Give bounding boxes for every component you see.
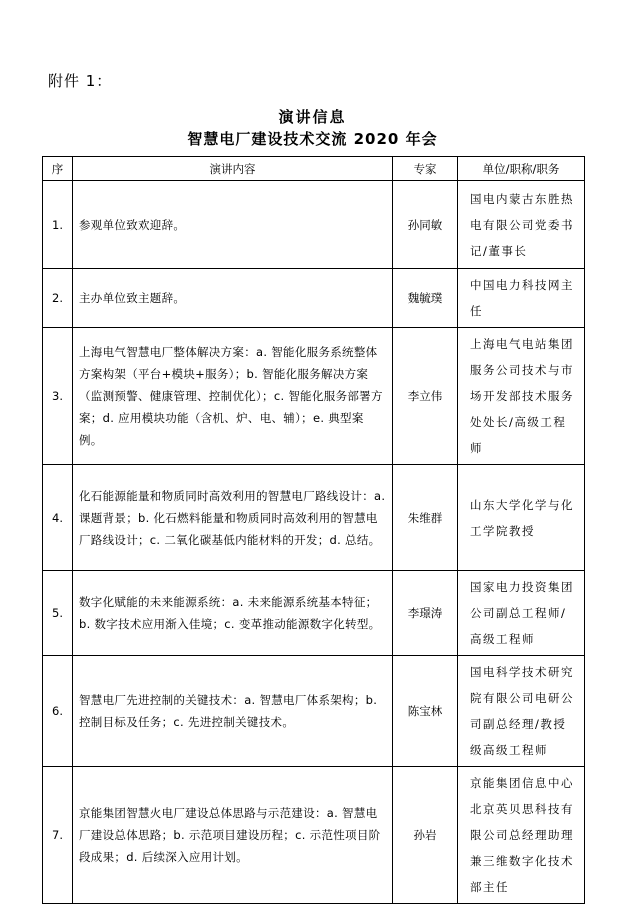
- row-content: 主办单位致主题辞。: [73, 269, 393, 328]
- row-content: 上海电气智慧电厂整体解决方案：a. 智能化服务系统整体方案构架（平台+模块+服务）；b. 智能化服务解决方案（监测预警、健康管理、控制优化）；c. 智能化服务部署方案；d. 应用模块功能（含机、炉、电、辅）；e. 典型案例。: [73, 328, 393, 465]
- header-unit: 单位/职称/职务: [458, 157, 585, 181]
- row-index: 3.: [43, 328, 73, 465]
- table-header-row: [43, 157, 585, 181]
- header-index: 序: [43, 157, 73, 181]
- row-index: 6.: [43, 656, 73, 767]
- row-unit: 国家电力投资集团公司副总工程师/高级工程师: [458, 571, 585, 656]
- row-speaker: 孙岩: [393, 767, 458, 904]
- row-index: 5.: [43, 571, 73, 656]
- row-content: 智慧电厂先进控制的关键技术：a. 智慧电厂体系架构；b. 控制目标及任务；c. 先进控制关键技术。: [73, 656, 393, 767]
- row-content: 化石能源能量和物质同时高效利用的智慧电厂路线设计：a. 课题背景；b. 化石燃料能量和物质同时高效利用的智慧电厂路线设计；c. 二氧化碳基低内能材料的开发；d. 总结。: [73, 465, 393, 571]
- row-index: 4.: [43, 465, 73, 571]
- row-speaker: 魏毓璞: [393, 269, 458, 328]
- table-row: [43, 465, 585, 571]
- row-speaker: 李立伟: [393, 328, 458, 465]
- row-content: 数字化赋能的未来能源系统：a. 未来能源系统基本特征；b. 数字技术应用渐入佳境；c. 变革推动能源数字化转型。: [73, 571, 393, 656]
- table-row: [43, 328, 585, 465]
- header-content: 演讲内容: [73, 157, 393, 181]
- row-unit: 中国电力科技网主任: [458, 269, 585, 328]
- row-unit: 国电内蒙古东胜热电有限公司党委书记/董事长: [458, 181, 585, 269]
- row-index: 7.: [43, 767, 73, 904]
- table-row: [43, 656, 585, 767]
- row-speaker: 陈宝林: [393, 656, 458, 767]
- row-content: 参观单位致欢迎辞。: [73, 181, 393, 269]
- speech-table: [42, 156, 585, 904]
- table-row: [43, 571, 585, 656]
- row-speaker: 朱维群: [393, 465, 458, 571]
- row-unit: 国电科学技术研究院有限公司电研公司副总经理/教授级高级工程师: [458, 656, 585, 767]
- row-unit: 上海电气电站集团服务公司技术与市场开发部技术服务处处长/高级工程师: [458, 328, 585, 465]
- document-subtitle: 智慧电厂建设技术交流 2020 年会: [187, 130, 438, 148]
- row-unit: 山东大学化学与化工学院教授: [458, 465, 585, 571]
- table-row: [43, 181, 585, 269]
- row-index: 1.: [43, 181, 73, 269]
- row-speaker: 孙同敏: [393, 181, 458, 269]
- attachment-label: 附件 1：: [48, 72, 113, 90]
- document-title: 演讲信息: [278, 108, 347, 126]
- header-speaker: 专家: [393, 157, 458, 181]
- row-speaker: 李璟涛: [393, 571, 458, 656]
- row-index: 2.: [43, 269, 73, 328]
- table-row: [43, 269, 585, 328]
- row-unit: 京能集团信息中心北京英贝思科技有限公司总经理助理兼三维数字化技术部主任: [458, 767, 585, 904]
- row-content: 京能集团智慧火电厂建设总体思路与示范建设：a. 智慧电厂建设总体思路；b. 示范项目建设历程；c. 示范性项目阶段成果；d. 后续深入应用计划。: [73, 767, 393, 904]
